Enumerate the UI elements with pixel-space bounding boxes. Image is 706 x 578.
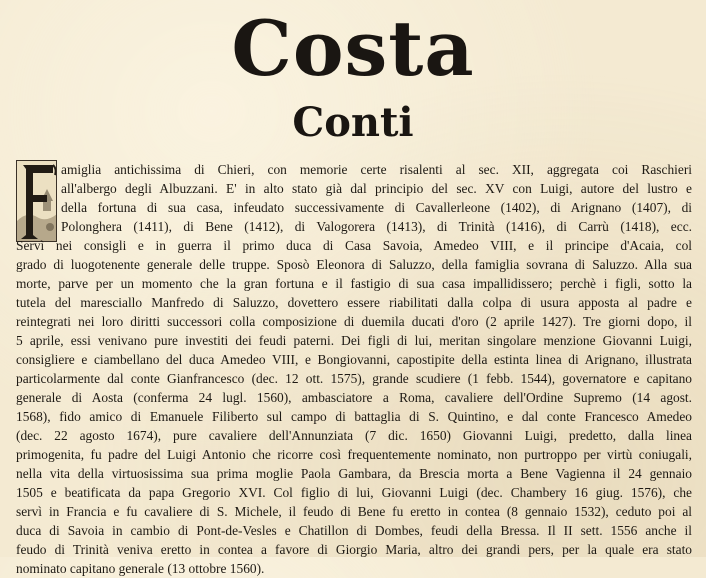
text-line: morte, parve per un momento che la gran fortuna e il fastigio di sua casa impallidissero; perchè i figli, sotto la — [16, 276, 692, 291]
text-line: particolarmente dal conte Gianfrancesco (dec. 12 ott. 1575), grande scudiere (1 febb. 1544), governatore e capitano — [16, 371, 692, 386]
family-title: Costa — [231, 4, 475, 93]
text-line: all'albergo degli Albuzzani. E' in alto stato già dal principio del sec. XV con Luigi, autore del lustro e — [61, 181, 692, 196]
text-line: Polonghera (1411), di Bene (1412), di Valogorera (1413), di Trinità (1416), di Carrù (1418), ecc. — [61, 219, 692, 234]
text-line: 1568), fido amico di Emanuele Filiberto sul campo di battaglia di S. Quintino, e dal conte Francesco Amedeo — [16, 409, 692, 424]
text-line: primogenita, fu padre del Luigi Antonio che ricorre così frequentemente nominato, non purtroppo per virtù coniugali, — [16, 447, 692, 462]
text-line: tutela del maresciallo Manfredo di Saluzzo, dovettero essere riabilitati dalla colpa di usura apposta al padre e — [16, 295, 692, 310]
text-line: feudo di Trinità veniva eretto in contea a favore di Giorgio Maria, altro dei grandi pers, per la quale era stato — [16, 542, 692, 557]
text-line: della fortuna di sua casa, infeudato successivamente di Cavallerleone (1402), di Arignano (1407), di — [61, 200, 692, 215]
text-line: servì in Francia e fu cavaliere di S. Michele, il feudo di Bene fu eretto in contea (8 gennaio 1532), ceduto poi al — [16, 504, 692, 519]
text-line: reintegrati nei loro diritti successori colla composizione di duemila ducati d'oro (2 aprile 1427). Tre giorni dopo, il — [16, 314, 692, 329]
history-paragraph — [16, 160, 692, 578]
text-line: (dec. 22 agosto 1674), pure cavaliere dell'Annunziata (7 dic. 1650) Giovanni Luigi, predetto, dalla linea — [16, 428, 692, 443]
rank-subtitle: Conti — [292, 99, 414, 146]
text-line: nominato capitano generale (13 ottobre 1560). — [16, 561, 265, 576]
text-line: grado di luogotenente generale delle truppe. Sposò Eleonora di Saluzzo, della famiglia sovrana di Saluzzo. Alla sua — [16, 257, 692, 272]
text-line: generale di Aosta (conferma 24 lugl. 1560), ambasciatore a Roma, cavaliere dell'Ordine Supremo (14 agost. — [16, 390, 692, 405]
text-line: 5 aprile, essi venivano pure investiti dei feudi paterni. Dei figli di lui, meritan singolare menzione Giovanni Luigi, — [16, 333, 692, 348]
text-line: consigliere e ciambellano del duca Amedeo VIII, e Bongiovanni, capostipite della estinta linea di Arignano, illustrata — [16, 352, 692, 367]
text-line: amiglia antichissima di Chieri, con memorie certe risalenti al sec. XII, aggregata coi Raschieri — [61, 162, 692, 177]
text-line: duca di Savoia in cambio di Pont-de-Vesles e Chatillon di Dombes, feudi della Bressa. Il II sett. 1556 anche il — [16, 523, 692, 538]
text-line: nella vita della virtuosissima sua prima moglie Paola Gambara, da Brescia morta a Bene Vagienna il 24 gennaio — [16, 466, 692, 481]
text-line: Servì nei consigli e in guerra il primo duca di Casa Savoia, Amedeo VIII, e il principe d'Acaia, col — [16, 238, 692, 253]
text-line: 1505 e beatificata da papa Gregorio XVI. Col figlio di lui, Giovanni Luigi (dec. Chambery 16 giug. 1576), che — [16, 485, 692, 500]
